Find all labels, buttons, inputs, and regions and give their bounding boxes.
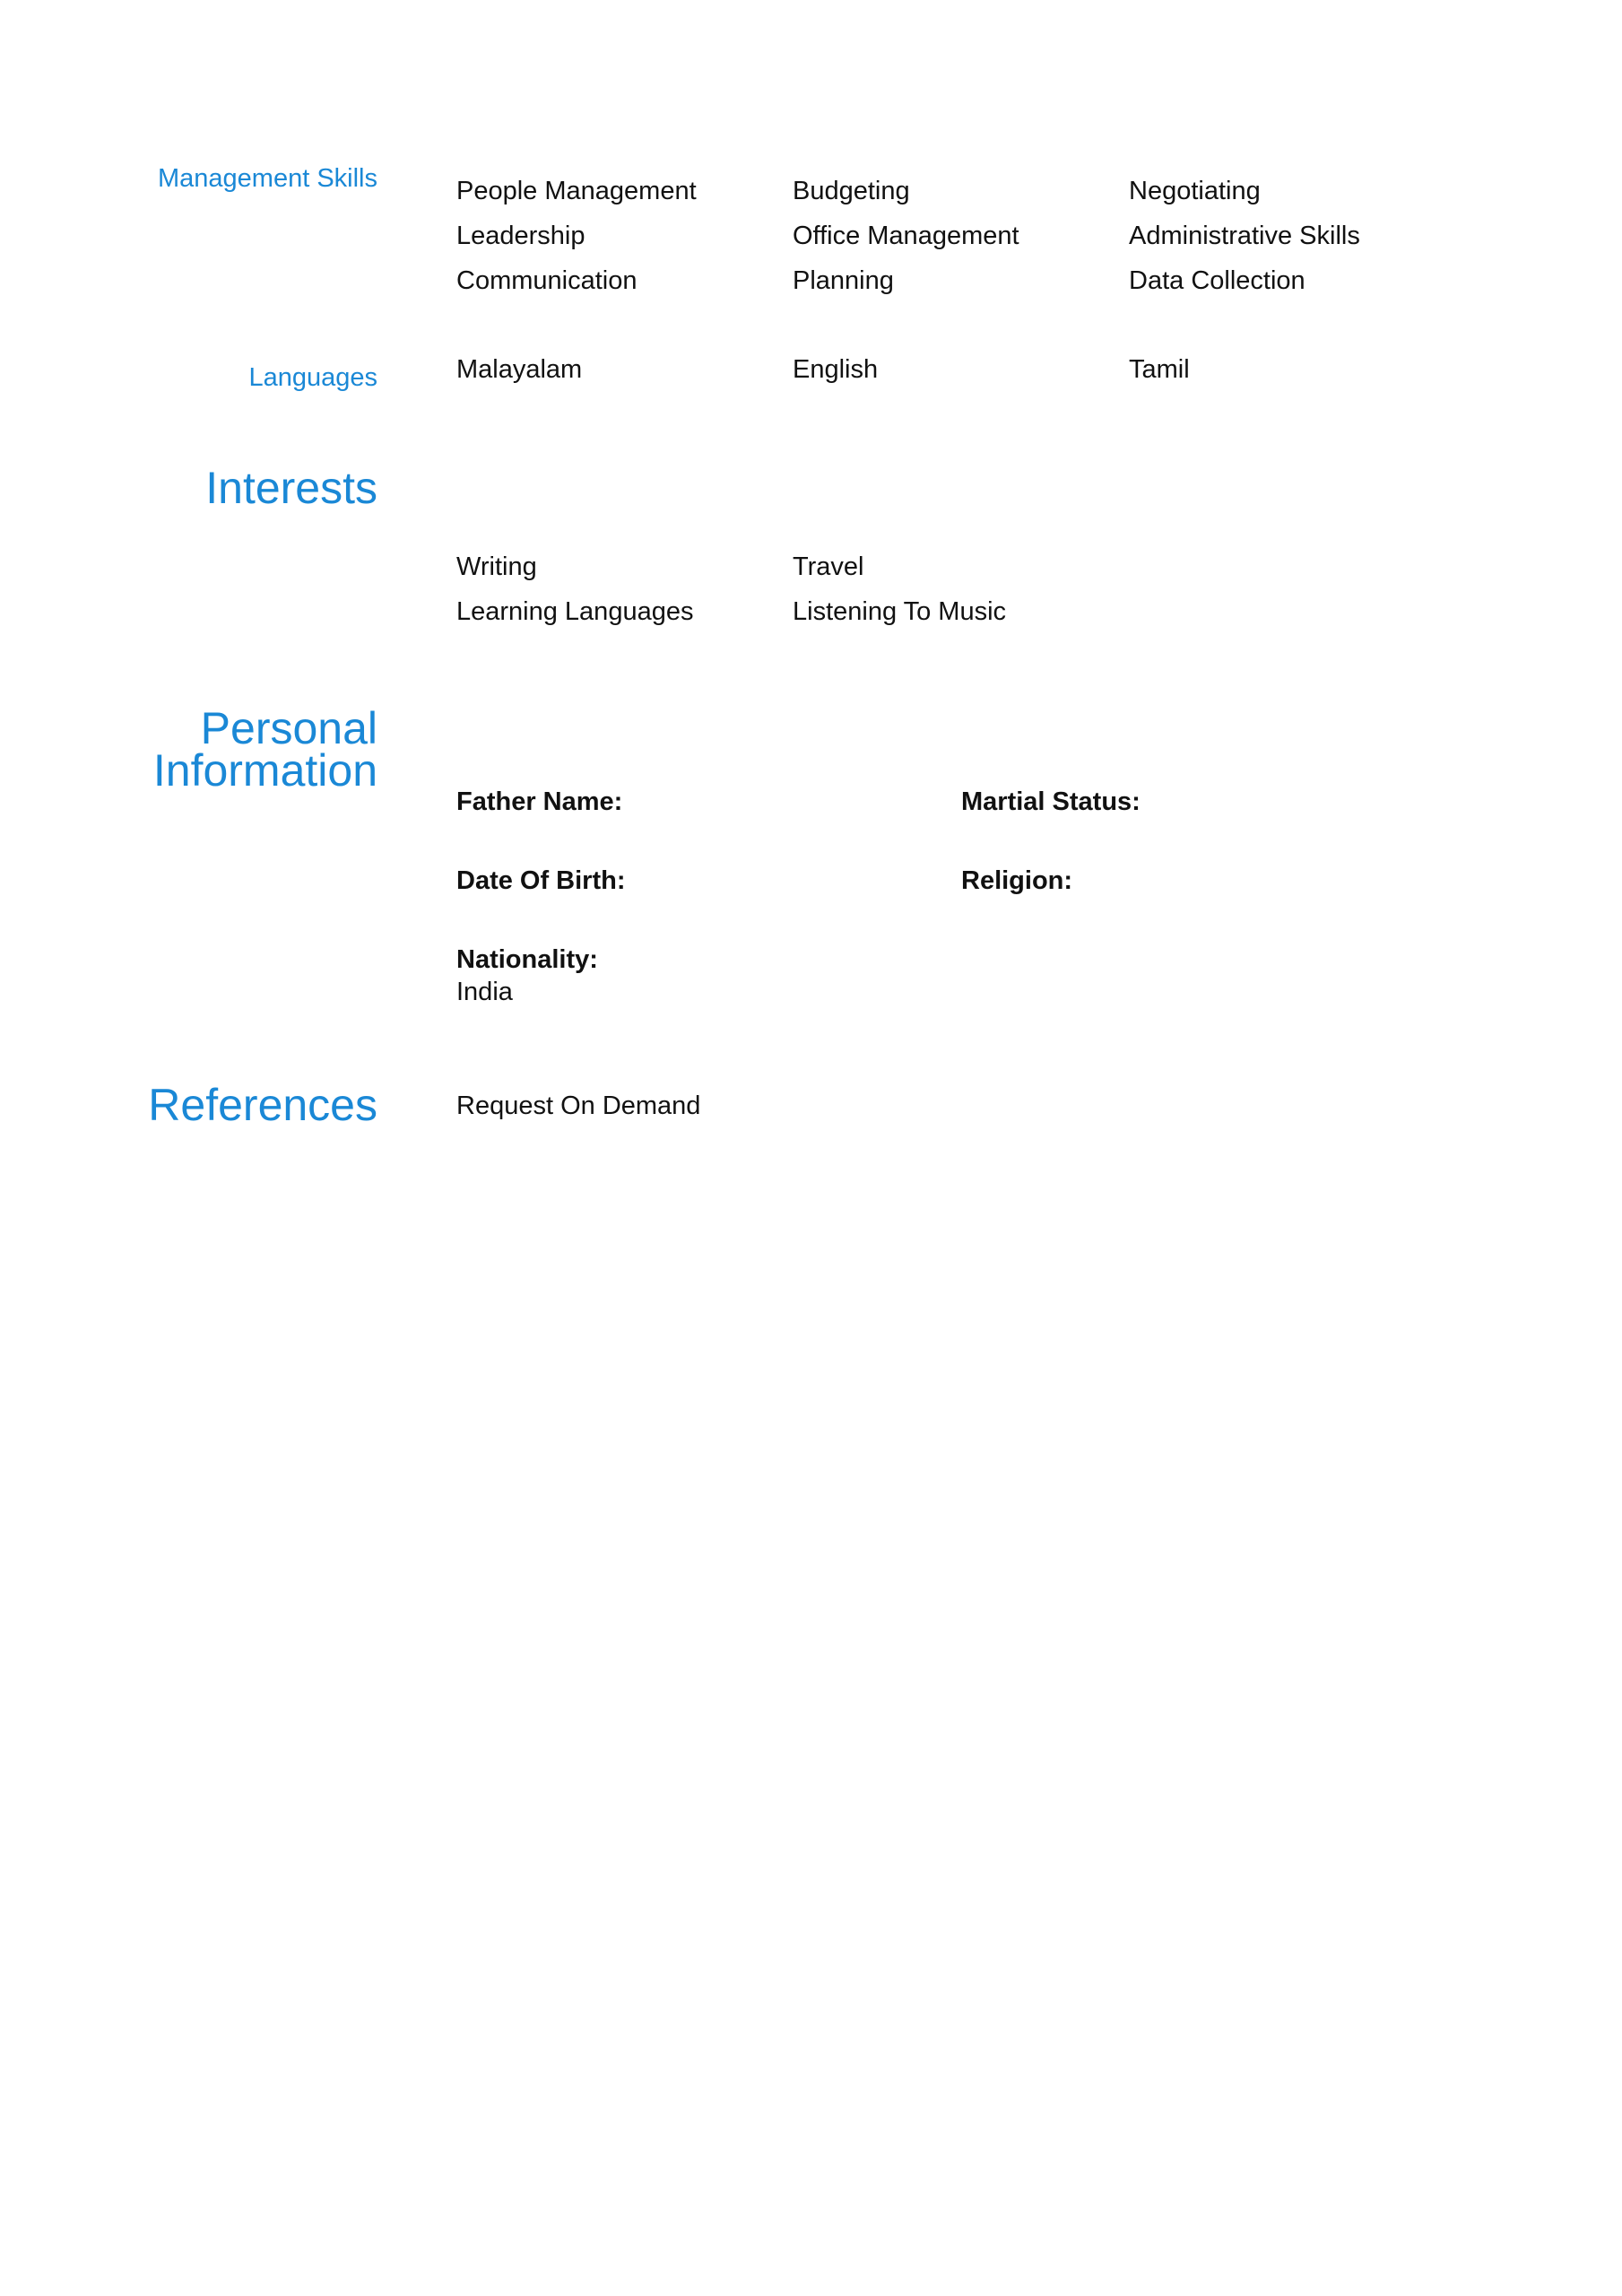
language-item: English: [793, 355, 879, 384]
skill-item: Budgeting: [793, 177, 910, 205]
skill-item: Communication: [456, 266, 638, 295]
interest-item: Listening To Music: [793, 597, 1007, 626]
skill-item: Leadership: [456, 222, 585, 250]
references-value: Request On Demand: [456, 1091, 701, 1120]
father-name-label: Father Name:: [456, 787, 623, 816]
nationality-field: [456, 944, 598, 1008]
references-heading: References: [148, 1080, 377, 1130]
religion-label: Religion:: [961, 866, 1073, 895]
interest-item: Learning Languages: [456, 597, 694, 626]
skill-item: Negotiating: [1129, 177, 1261, 205]
skill-item: Office Management: [793, 222, 1019, 250]
skill-item: Administrative Skills: [1129, 222, 1360, 250]
languages-label: Languages: [248, 363, 377, 392]
martial-status-label: Martial Status:: [961, 787, 1141, 816]
management-skills-label: Management Skills: [158, 164, 377, 193]
personal-information-heading-line2: Information: [152, 745, 377, 796]
interest-item: Travel: [793, 552, 864, 581]
martial-status-field: [961, 786, 1141, 818]
skill-item: Planning: [793, 266, 894, 295]
date-of-birth-label: Date Of Birth:: [456, 866, 626, 895]
father-name-field: [456, 786, 622, 818]
personal-information-heading-line1: Personal: [200, 703, 377, 753]
skill-item: People Management: [456, 177, 697, 205]
interest-item: Writing: [456, 552, 537, 581]
nationality-value: India: [456, 978, 513, 1006]
skill-item: Data Collection: [1129, 266, 1305, 295]
nationality-label: Nationality:: [456, 945, 598, 974]
language-item: Malayalam: [456, 355, 583, 384]
interests-heading: Interests: [205, 463, 377, 513]
language-item: Tamil: [1129, 355, 1190, 384]
religion-field: [961, 865, 1072, 897]
date-of-birth-field: [456, 865, 626, 897]
